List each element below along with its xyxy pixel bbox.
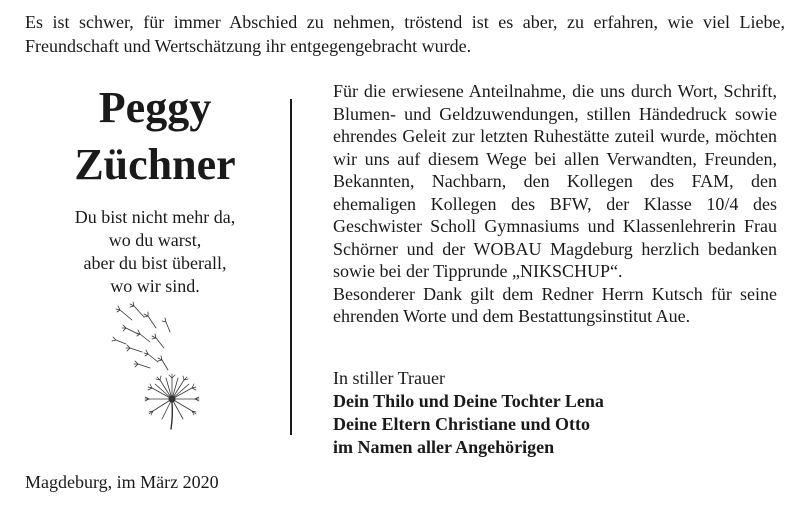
poem-line: Du bist nicht mehr da, xyxy=(74,207,236,227)
mourner-line: im Namen aller Angehörigen xyxy=(333,437,555,457)
intro-text: Es ist schwer, für immer Abschied zu nehmen, tröstend ist es aber, zu erfahren, wie viel Liebe, Freundschaft und Wertschätzung ihr entgegengebracht wurde. xyxy=(25,12,785,56)
deceased-last-name: Züchner xyxy=(74,140,236,189)
vertical-divider xyxy=(290,99,292,435)
poem xyxy=(20,206,290,298)
mourner-line: Dein Thilo und Deine Tochter Lena xyxy=(333,391,604,411)
signoff xyxy=(333,367,773,459)
poem-line: aber du bist überall, xyxy=(83,253,227,273)
thanks-text xyxy=(333,80,777,328)
poem-line: wo wir sind. xyxy=(110,276,200,296)
thanks-paragraph: Für die erwiesene Anteilnahme, die uns durch Wort, Schrift, Blumen- und Geldzuwendungen, stillen Händedruck sowie ehrendes Geleit zur letzten Ruhestätte zuteil wurde, möchten wir uns auf diesem Wege bei allen Verwandten, Freunden, Bekannten, Nachbarn, den Kollegen des FAM, den ehemaligen Kollegen des BFW, der Klasse 10/4 des Geschwister Scholl Gymnasiums und Klassenlehrerin Frau Schörner und der WOBAU Magdeburg herzlich bedanken sowie bei der Tipprunde „NIKSCHUP“. xyxy=(333,81,777,281)
dandelion-center xyxy=(169,396,175,402)
mourner-line: Deine Eltern Christiane und Otto xyxy=(333,414,591,434)
thanks-paragraph: Besonderer Dank gilt dem Redner Herrn Kutsch für seine ehrenden Worte und dem Bestattungsinstitut Aue. xyxy=(333,283,777,326)
signoff-heading: In stiller Trauer xyxy=(333,368,445,388)
dandelion-illustration xyxy=(110,298,220,430)
flying-seeds xyxy=(112,302,170,370)
place-and-date: Magdeburg, im März 2020 xyxy=(25,472,219,492)
poem-line: wo du warst, xyxy=(108,230,202,250)
deceased-first-name: Peggy xyxy=(98,83,212,132)
dandelion-stem xyxy=(171,402,172,429)
